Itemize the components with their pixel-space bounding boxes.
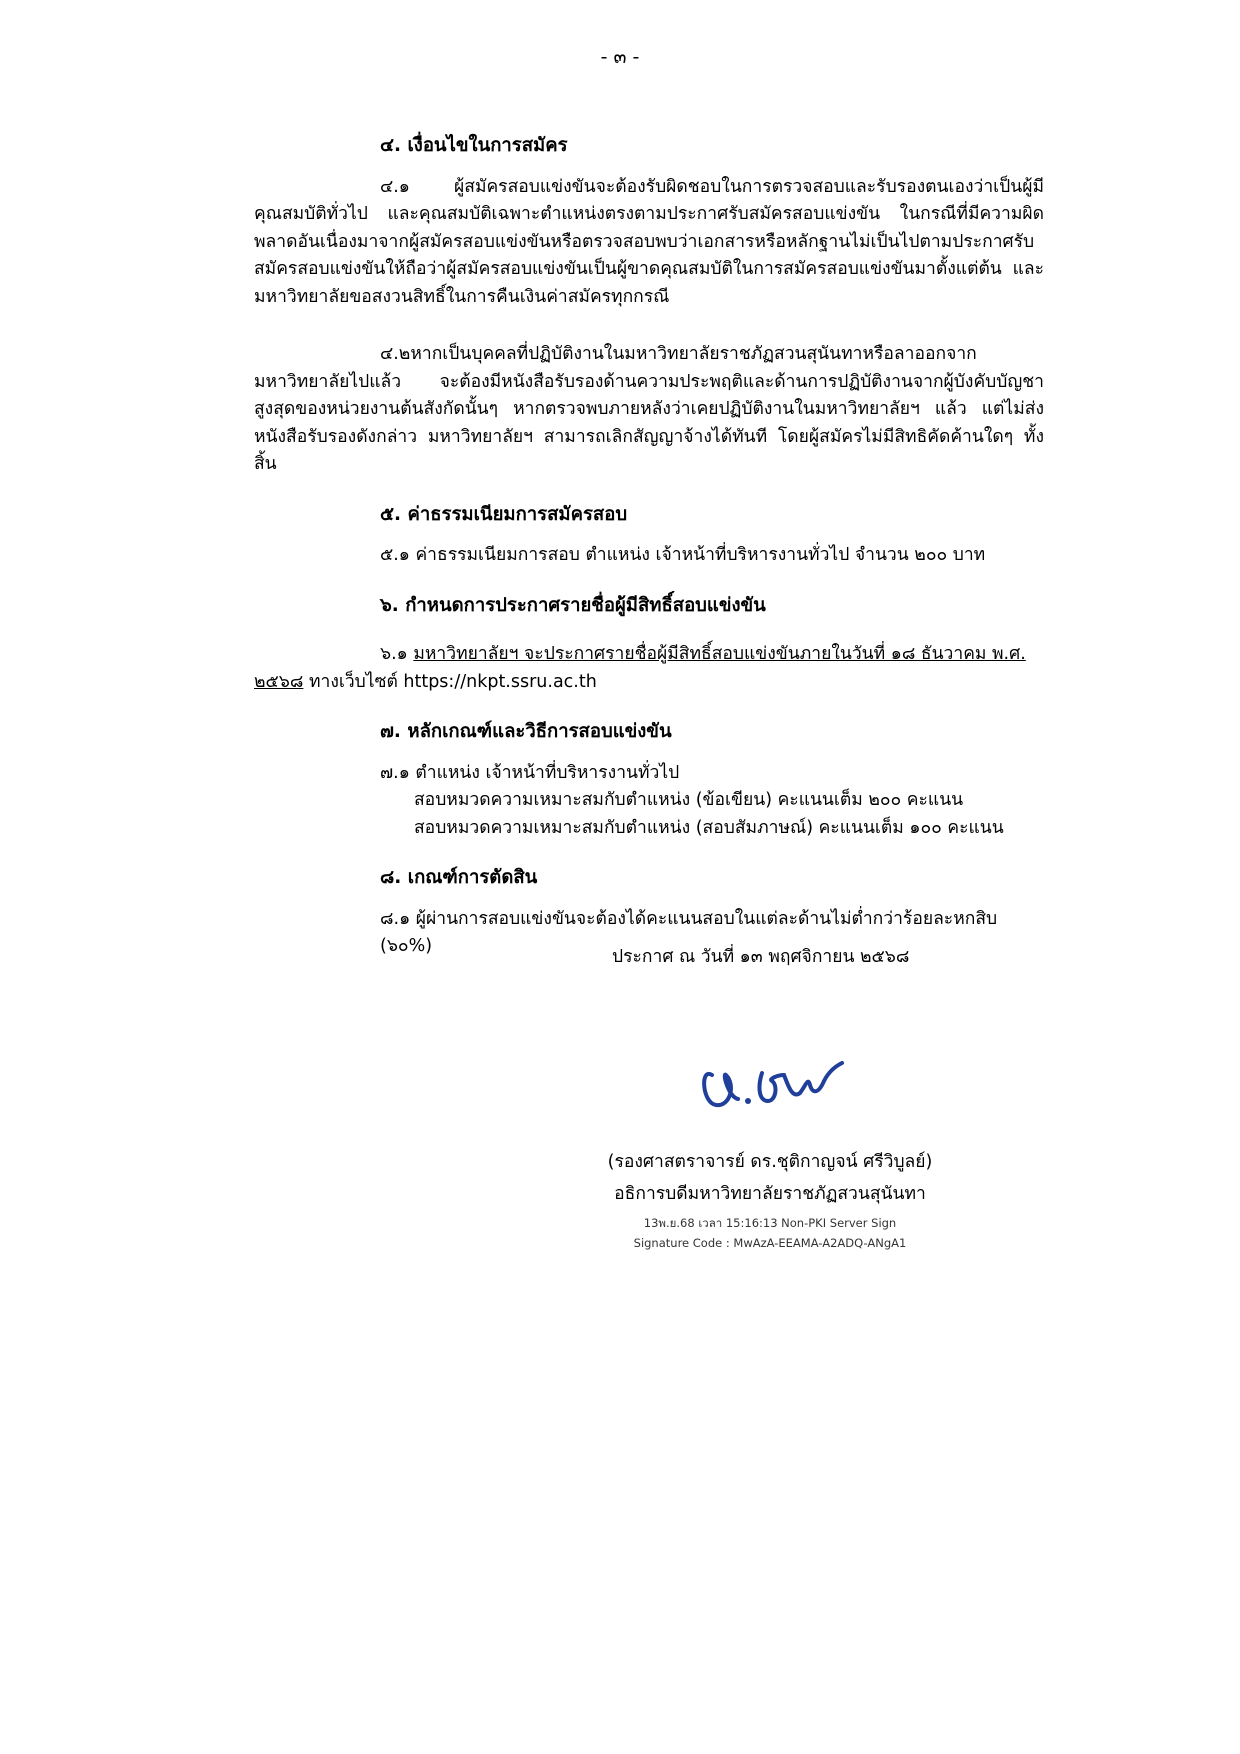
page-number: - ๓ - <box>600 46 640 68</box>
section-8-heading: ๘. เกณฑ์การตัดสิน <box>380 867 538 888</box>
signatory-name: (รองศาสตราจารย์ ดร.ชุติกาญจน์ ศรีวิบูลย์) <box>607 1152 933 1172</box>
section-4-heading: ๔. เงื่อนไขในการสมัคร <box>380 135 568 156</box>
section-6-1-underlined-year: ๒๕๖๘ <box>254 671 304 692</box>
section-6-1-paragraph <box>254 641 1044 696</box>
section-5-heading: ๕. ค่าธรรมเนียมการสมัครสอบ <box>380 503 628 525</box>
section-6-1-suffix: ทางเว็บไซต์ https://nkpt.ssru.ac.th <box>303 671 597 692</box>
section-7-1-interview-exam: สอบหมวดความเหมาะสมกับตำแหน่ง (สอบสัมภาษณ์) คะแนนเต็ม ๑๐๐ คะแนน <box>414 817 1004 838</box>
section-4-1-paragraph: ๔.๑ ผู้สมัครสอบแข่งขันจะต้องรับผิดชอบในการตรวจสอบและรับรองตนเองว่าเป็นผู้มีคุณสมบัติทั่วไป และคุณสมบัติเฉพาะตำแหน่งตรงตามประกาศรับสมัครสอบแข่งขัน ในกรณีที่มีความผิดพลาดอันเนื่องมาจากผู้สมัครสอบแข่งขันหรือตรวจสอบพบว่าเอกสารหรือหลักฐานไม่เป็นไปตามประกาศรับสมัครสอบแข่งขันให้ถือว่าผู้สมัครสอบแข่งขันเป็นผู้ขาดคุณสมบัติในการสมัครสอบแข่งขันมาตั้งแต่ต้น และมหาวิทยาลัยขอสงวนสิทธิ์ในการคืนเงินค่าสมัครทุกกรณี <box>254 176 1044 307</box>
signature-dot <box>745 1098 751 1104</box>
section-7-1-line: ๗.๑ ตำแหน่ง เจ้าหน้าที่บริหารงานทั่วไป <box>380 762 680 783</box>
section-4-2-paragraph: ๔.๒หากเป็นบุคคลที่ปฏิบัติงานในมหาวิทยาลัยราชภัฏสวนสุนันทาหรือลาออกจากมหาวิทยาลัยไปแล้ว จะต้องมีหนังสือรับรองด้านความประพฤติและด้านการปฏิบัติงานจากผู้บังคับบัญชาสูงสุดของหน่วยงานต้นสังกัดนั้นๆ หากตรวจพบภายหลังว่าเคยปฏิบัติงานในมหาวิทยาลัยฯ แล้ว แต่ไม่ส่งหนังสือรับรองดังกล่าว มหาวิทยาลัยฯ สามารถเลิกสัญญาจ้างได้ทันที โดยผู้สมัครไม่มีสิทธิคัดค้านใดๆ ทั้งสิ้น <box>254 344 1044 474</box>
signature-stroke <box>704 1074 738 1105</box>
signature-code: Signature Code : MwAzA-EEAMA-A2ADQ-ANgA1 <box>633 1236 907 1250</box>
signatory-title: อธิการบดีมหาวิทยาลัยราชภัฏสวนสุนันทา <box>614 1184 926 1204</box>
section-7-1-written-exam: สอบหมวดความเหมาะสมกับตำแหน่ง (ข้อเขียน) คะแนนเต็ม ๒๐๐ คะแนน <box>414 790 964 810</box>
handwritten-signature <box>692 1045 852 1115</box>
signature-timestamp: 13พ.ย.68 เวลา 15:16:13 Non-PKI Server Sign <box>643 1216 897 1230</box>
signature-block <box>600 1045 940 1265</box>
signature-stroke <box>760 1063 842 1101</box>
section-7-heading: ๗. หลักเกณฑ์และวิธีการสอบแข่งขัน <box>380 721 672 742</box>
section-8-1-line: ๘.๑ ผู้ผ่านการสอบแข่งขันจะต้องได้คะแนนสอบในแต่ละด้านไม่ต่ำกว่าร้อยละหกสิบ (๖๐%) <box>380 908 998 956</box>
document-body <box>254 132 1044 961</box>
section-6-heading: ๖. กำหนดการประกาศรายชื่อผู้มีสิทธิ์สอบแข่งขัน <box>380 594 766 616</box>
section-6-1-underlined-text: มหาวิทยาลัยฯ จะประกาศรายชื่อผู้มีสิทธิ์สอบแข่งขันภายในวันที่ ๑๘ ธันวาคม พ.ศ. <box>413 644 1026 664</box>
section-5-1-line: ๕.๑ ค่าธรรมเนียมการสอบ ตำแหน่ง เจ้าหน้าที่บริหารงานทั่วไป จำนวน ๒๐๐ บาท <box>380 545 986 565</box>
announcement-date: ประกาศ ณ วันที่ ๑๓ พฤศจิกายน ๒๕๖๘ <box>612 947 910 967</box>
section-6-1-prefix: ๖.๑ <box>380 644 414 664</box>
